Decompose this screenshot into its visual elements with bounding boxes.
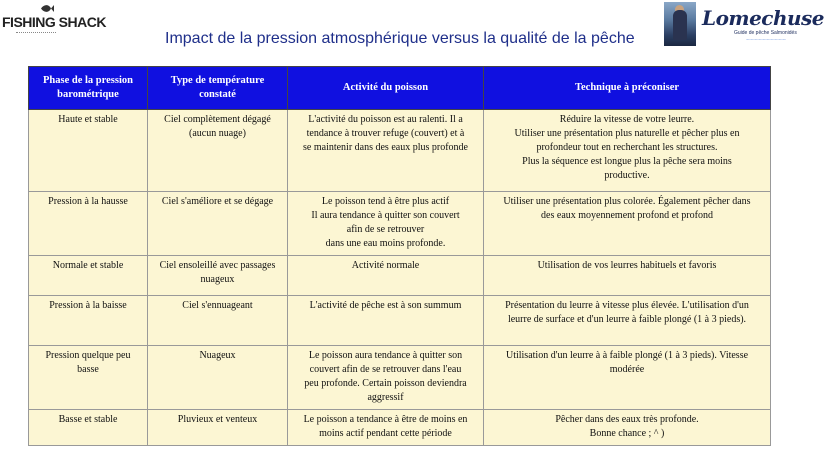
lomechuse-logo (700, 6, 824, 46)
fish-icon (40, 4, 54, 13)
cell-activity: Le poisson a tendance à être de moins en moins actif pendant cette période (288, 410, 484, 446)
logo-left-text: FISHING SHACK (2, 14, 106, 30)
cell-technique: Pêcher dans des eaux très profonde. Bonne chance ; ^ ) (484, 410, 771, 446)
logo-right-text: Lomechuse (702, 6, 824, 30)
cell-activity: L'activité de pêche est à son summum (288, 296, 484, 346)
logo-right-wave: ～～～～～～～～～～ (746, 37, 786, 42)
cell-phase: Pression à la baisse (29, 296, 148, 346)
cell-temperature: Pluvieux et venteux (148, 410, 288, 446)
cell-temperature: Ciel s'ennuageant (148, 296, 288, 346)
cell-activity: Activité normale (288, 256, 484, 296)
cell-technique: Utiliser une présentation plus colorée. Également pêcher dans des eaux moyennement profond et profond (484, 192, 771, 256)
table-row (29, 256, 771, 296)
fishing-shack-logo (2, 4, 106, 44)
page-title: Impact de la pression atmosphérique versus la qualité de la pêche (165, 30, 635, 47)
cell-technique: Présentation du leurre à vitesse plus élevée. L'utilisation d'un leurre de surface et d'un leurre à faible plongé (1 à 3 pieds). (484, 296, 771, 346)
cell-temperature: Ciel complètement dégagé (aucun nuage) (148, 110, 288, 192)
cell-phase: Basse et stable (29, 410, 148, 446)
angler-photo (664, 2, 696, 46)
col-header-temperature: Type de température constaté (148, 67, 288, 110)
cell-activity: L'activité du poisson est au ralenti. Il a tendance à trouver refuge (couvert) et à se maintenir dans des eaux plus profonde (288, 110, 484, 192)
logo-right-subtitle: Guide de pêche Salmonidés (734, 30, 797, 36)
cell-phase: Pression quelque peu basse (29, 346, 148, 410)
table-row (29, 296, 771, 346)
cell-temperature: Nuageux (148, 346, 288, 410)
table-row (29, 110, 771, 192)
cell-activity: Le poisson aura tendance à quitter son couvert afin de se retrouver dans l'eau peu profonde. Certain poisson deviendra aggressif (288, 346, 484, 410)
cell-phase: Haute et stable (29, 110, 148, 192)
table-row (29, 192, 771, 256)
cell-temperature: Ciel ensoleillé avec passages nuageux (148, 256, 288, 296)
cell-technique: Réduire la vitesse de votre leurre. Utiliser une présentation plus naturelle et pêcher plus en profondeur tout en recherchant les structures. Plus la séquence est longue plus la pêche sera moins productive. (484, 110, 771, 192)
col-header-activity: Activité du poisson (288, 67, 484, 110)
table-row (29, 346, 771, 410)
col-header-phase: Phase de la pression barométrique (29, 67, 148, 110)
cell-technique: Utilisation d'un leurre à à faible plongé (1 à 3 pieds). Vitesse modérée (484, 346, 771, 410)
table-header-row (29, 67, 771, 110)
cell-phase: Normale et stable (29, 256, 148, 296)
cell-activity: Le poisson tend à être plus actif Il aura tendance à quitter son couvert afin de se retrouver dans une eau moins profonde. (288, 192, 484, 256)
pressure-table (28, 66, 771, 446)
angler-body (673, 10, 687, 40)
cell-technique: Utilisation de vos leurres habituels et favoris (484, 256, 771, 296)
col-header-technique: Technique à préconiser (484, 67, 771, 110)
logo-left-underline (16, 32, 56, 36)
table-row (29, 410, 771, 446)
cell-temperature: Ciel s'améliore et se dégage (148, 192, 288, 256)
cell-phase: Pression à la hausse (29, 192, 148, 256)
